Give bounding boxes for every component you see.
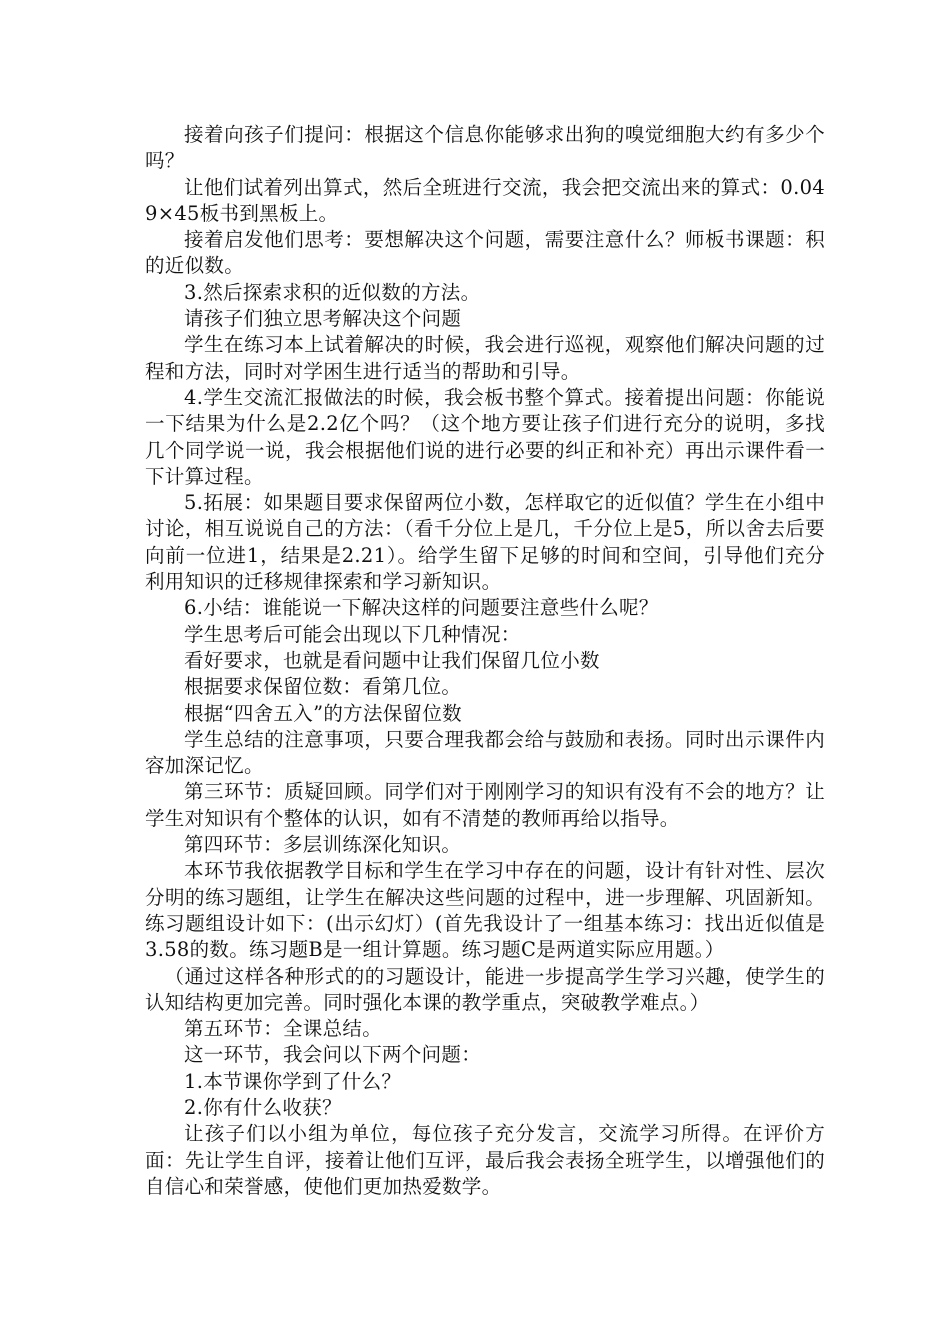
paragraph: 让他们试着列出算式，然后全班进行交流，我会把交流出来的算式：0.049×45板书到黑板上。 bbox=[145, 175, 825, 225]
paragraph: 接着启发他们思考：要想解决这个问题，需要注意什么？师板书课题：积的近似数。 bbox=[145, 228, 825, 278]
paragraph: 根据“四舍五入”的方法保留位数 bbox=[184, 701, 462, 725]
paragraph: 看好要求，也就是看问题中让我们保留几位小数 bbox=[184, 648, 600, 672]
paragraph: 请孩子们独立思考解决这个问题 bbox=[184, 307, 462, 331]
paragraph: 2.你有什么收获？ bbox=[184, 1095, 342, 1119]
paragraph: 6.小结：谁能说一下解决这样的问题要注意些什么呢？ bbox=[184, 596, 659, 620]
paragraph: 4.学生交流汇报做法的时候，我会板书整个算式。接着提出问题：你能说一下结果为什么是2.2亿个吗？（这个地方要让孩子们进行充分的说明，多找几个同学说一说，我会根据他们说的进行必要的纠正和补充）再出示课件看一下计算过程。 bbox=[145, 385, 825, 488]
paragraph: 学生思考后可能会出现以下几种情况： bbox=[184, 622, 521, 646]
paragraph: 学生在练习本上试着解决的时候，我会进行巡视，观察他们解决问题的过程和方法，同时对学困生进行适当的帮助和引导。 bbox=[145, 333, 825, 383]
document-body bbox=[145, 122, 825, 1200]
paragraph: 根据要求保留位数：看第几位。 bbox=[184, 675, 462, 699]
paragraph: 这一环节，我会问以下两个问题： bbox=[184, 1043, 482, 1067]
paragraph: 本环节我依据教学目标和学生在学习中存在的问题，设计有针对性、层次分明的练习题组，让学生在解决这些问题的过程中，进一步理解、巩固新知。练习题组设计如下：(出示幻灯）(首先我设计了一组基本练习：找出近似值是3.58的数。练习题B是一组计算题。练习题C是两道实际应用题。） bbox=[145, 859, 825, 962]
paragraph: （通过这样各种形式的的习题设计，能进一步提高学生学习兴趣，使学生的认知结构更加完善。同时强化本课的教学重点，突破教学难点。） bbox=[145, 964, 825, 1014]
paragraph: 接着向孩子们提问：根据这个信息你能够求出狗的嗅觉细胞大约有多少个吗？ bbox=[145, 123, 825, 173]
paragraph: 让孩子们以小组为单位，每位孩子充分发言，交流学习所得。在评价方面：先让学生自评，接着让他们互评，最后我会表扬全班学生，以增强他们的自信心和荣誉感，使他们更加热爱数学。 bbox=[145, 1122, 825, 1198]
paragraph: 学生总结的注意事项，只要合理我都会给与鼓励和表扬。同时出示课件内容加深记忆。 bbox=[145, 727, 825, 778]
paragraph: 第四环节：多层训练深化知识。 bbox=[184, 833, 462, 857]
paragraph: 1.本节课你学到了什么？ bbox=[184, 1069, 402, 1093]
paragraph: 第五环节：全课总结。 bbox=[184, 1017, 383, 1041]
paragraph: 第三环节：质疑回顾。同学们对于刚刚学习的知识有没有不会的地方？让学生对知识有个整体的认识，如有不清楚的教师再给以指导。 bbox=[145, 780, 825, 830]
paragraph: 5.拓展：如果题目要求保留两位小数，怎样取它的近似值？学生在小组中讨论，相互说说自己的方法：（看千分位上是几，千分位上是5，所以舍去后要向前一位进1，结果是2.21）。给学生留下足够的时间和空间，引导他们充分利用知识的迁移规律探索和学习新知识。 bbox=[145, 491, 825, 594]
paragraph: 3.然后探索求积的近似数的方法。 bbox=[184, 280, 481, 304]
